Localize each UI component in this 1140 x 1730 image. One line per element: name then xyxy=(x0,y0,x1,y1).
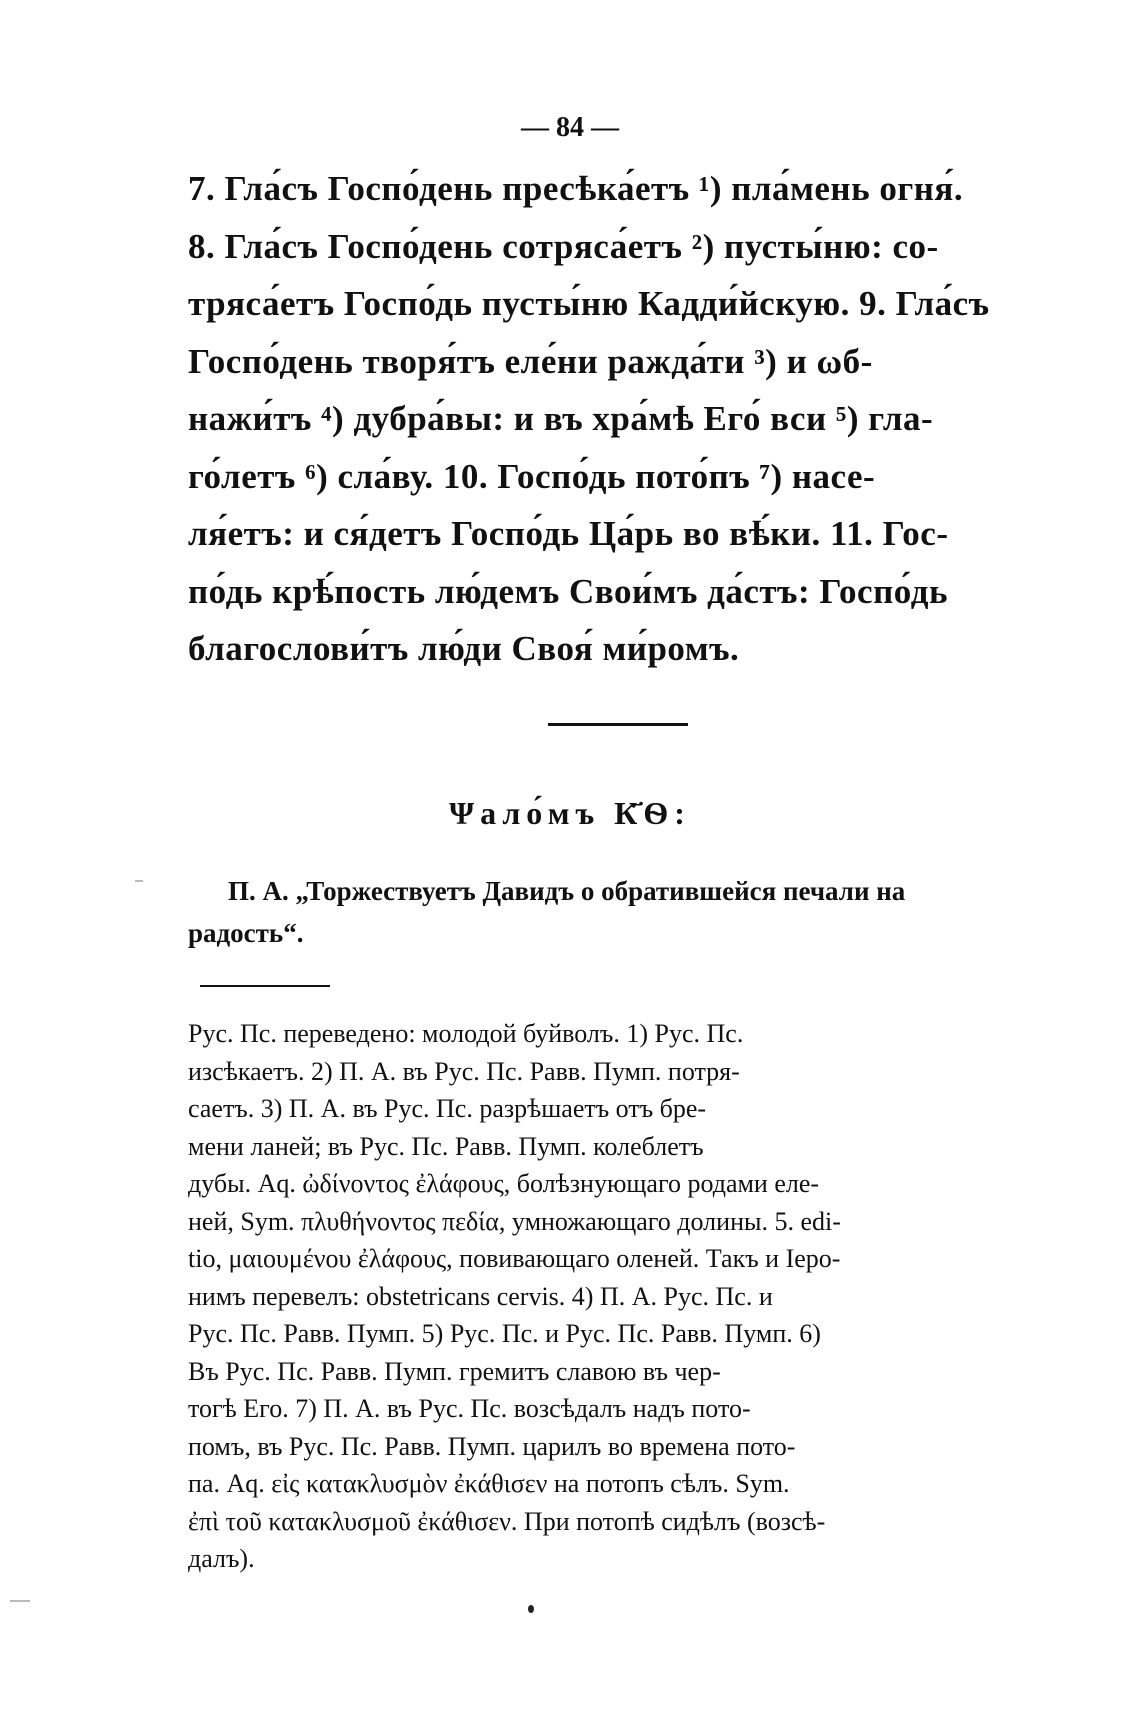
footnote-line: нимъ перевелъ: obstetricans cervis. 4) П. А. Рус. Пс. и xyxy=(188,1281,773,1311)
verse-line: 7. Гла́съ Госпо́день пресѣка́етъ ¹) пла́мень огня́. xyxy=(188,169,964,208)
ink-speck xyxy=(528,1605,534,1613)
summary-line: П. А. „Торжествуетъ Давидъ о обратившейся печали на xyxy=(228,876,906,906)
footnote-line: па. Aq. εἰς κατακλυσμὸν ἐκάθισεν на потопъ сѣлъ. Sym. xyxy=(188,1469,790,1498)
footnote-line: Въ Рус. Пс. Равв. Пумп. гремитъ славою въ чер- xyxy=(188,1356,721,1386)
footnote-divider xyxy=(200,985,330,987)
psalm-summary xyxy=(188,870,1038,954)
footnote-line: мени ланей; въ Рус. Пс. Равв. Пумп. колеблетъ xyxy=(188,1131,704,1161)
footnote-line: ней, Sym. πλυθήνοντος πεδία, умножающаго долины. 5. edi- xyxy=(188,1206,841,1236)
verse-line: Госпо́день творя́тъ еле́ни ражда́ти ³) и ωб- xyxy=(188,341,873,381)
footnote-line: тогѣ Его. 7) П. А. въ Рус. Пс. возсѣдалъ надъ пото- xyxy=(188,1394,751,1423)
footnote-line: дубы. Aq. ὠδίνοντος ἐλάφους, болѣзнующаго родами еле- xyxy=(188,1169,820,1198)
verse-line: благослови́тъ лю́ди Своя́ ми́ромъ. xyxy=(188,629,740,668)
scan-edge-mark xyxy=(10,1600,30,1602)
page-number: — 84 — xyxy=(521,112,619,143)
verse-line: ля́етъ: и ся́детъ Госпо́дь Ца́рь во вѣ́ки. 11. Гос- xyxy=(188,514,949,553)
verse-line: го́летъ ⁶) сла́ву. 10. Госпо́дь пото́пъ ⁷) насе- xyxy=(188,456,876,496)
psalm-title: Ψало́мъ К҃Ѳ: xyxy=(449,795,691,831)
footnotes-block xyxy=(188,1015,1040,1578)
verse-line: по́дь крѣ́пость лю́демъ Свои́мъ да́стъ: Госпо́дь xyxy=(188,571,948,611)
footnote-line: Рус. Пс. Равв. Пумп. 5) Рус. Пс. и Рус. Пс. Равв. Пумп. 6) xyxy=(188,1319,821,1348)
verse-line: нажи́тъ ⁴) дубра́вы: и въ хра́мѣ Его́ вси ⁵) гла- xyxy=(188,399,934,438)
footnote-line: ἐπὶ τοῦ κατακλυσμοῦ ἐκάθισεν. При потопѣ сидѣлъ (возсѣ- xyxy=(188,1506,826,1536)
footnote-line: tio, μαιουμένου ἐλάφους, повивающаго оленей. Такъ и Іеро- xyxy=(188,1244,841,1273)
section-divider xyxy=(548,723,688,726)
verse-line: 8. Гла́съ Госпо́день сотряса́етъ ²) пусты́ню: со- xyxy=(188,226,939,266)
footnote-line: саетъ. 3) П. А. въ Рус. Пс. разрѣшаетъ отъ бре- xyxy=(188,1094,707,1123)
summary-line: радость“. xyxy=(188,918,304,948)
footnote-line: далъ). xyxy=(188,1544,255,1573)
verse-block xyxy=(188,160,1036,678)
footnote-line: помъ, въ Рус. Пс. Равв. Пумп. царилъ во времена пото- xyxy=(188,1431,796,1461)
footnote-line: изсѣкаетъ. 2) П. А. въ Рус. Пс. Равв. Пумп. потря- xyxy=(188,1056,740,1086)
scan-edge-mark xyxy=(135,880,143,882)
footnote-line: Рус. Пс. переведено: молодой буйволъ. 1) Рус. Пс. xyxy=(188,1019,744,1048)
verse-line: тряса́етъ Госпо́дь пусты́ню Кадди́йскую. 9. Гла́съ xyxy=(188,284,990,323)
